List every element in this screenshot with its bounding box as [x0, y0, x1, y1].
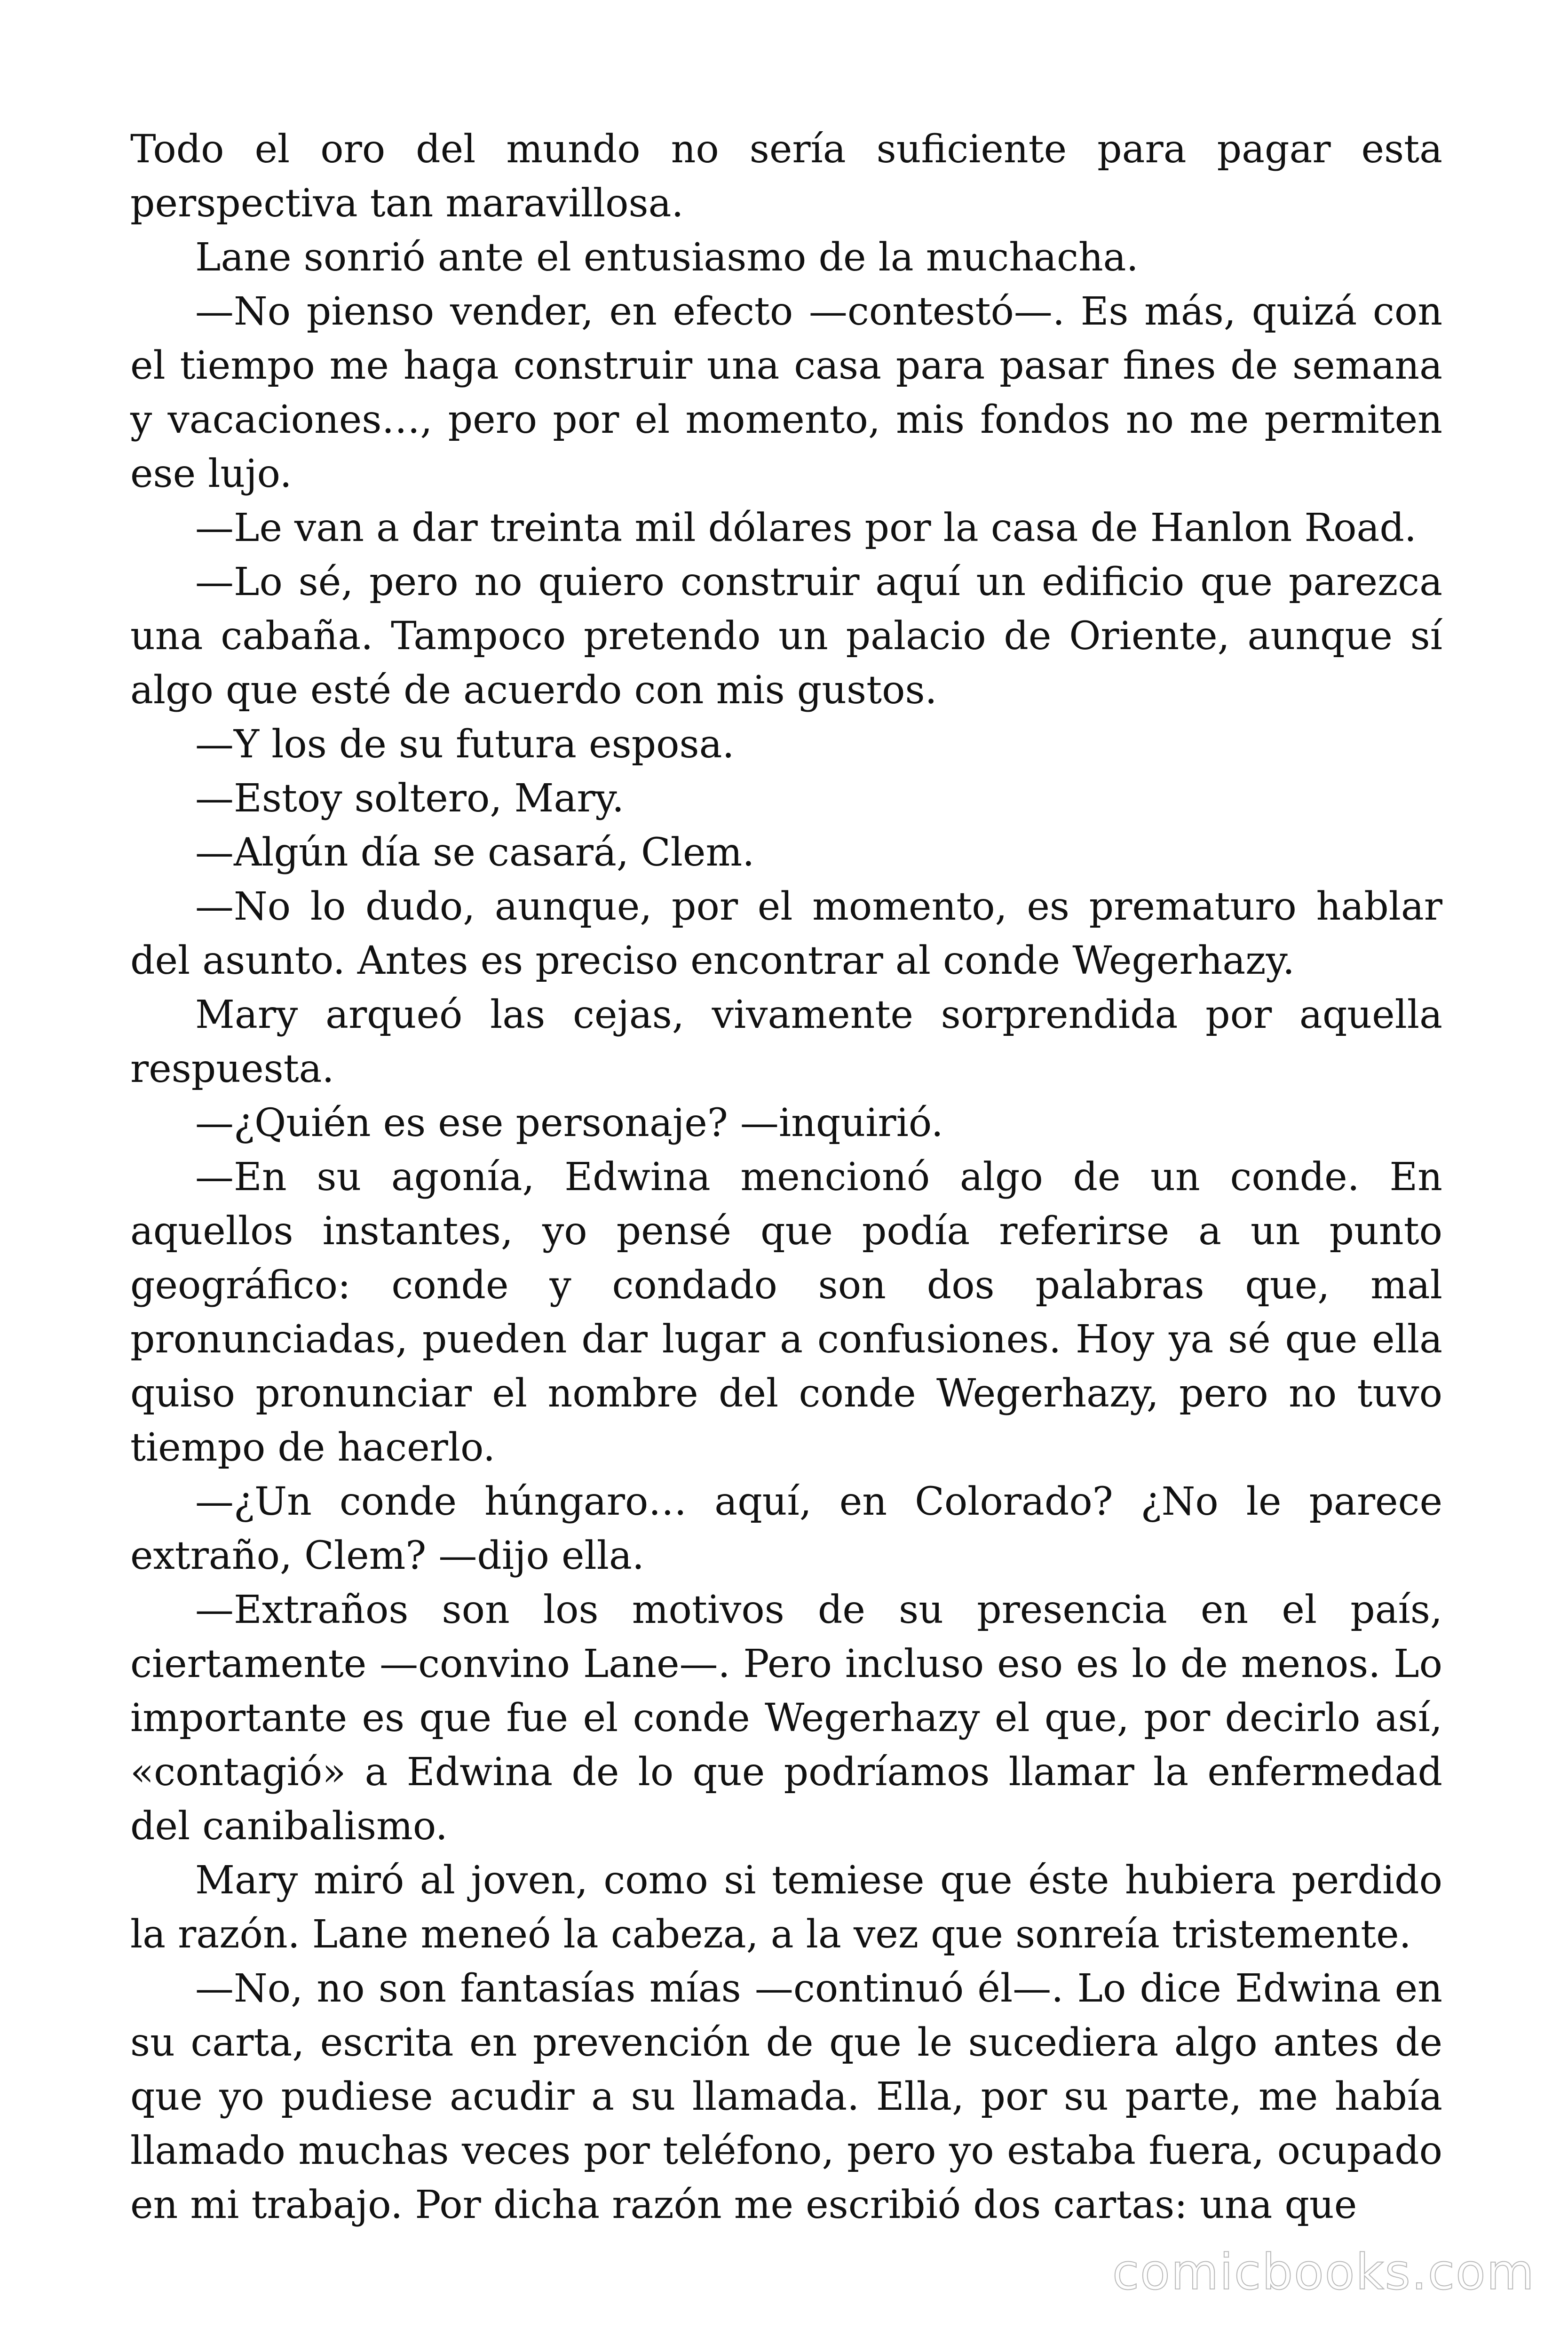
paragraph: —¿Un conde húngaro… aquí, en Colorado? ¿No le parece extraño, Clem? —dijo ella.: [130, 1479, 1442, 1578]
paragraph: —Y los de su futura esposa.: [195, 722, 735, 767]
paragraph: Mary miró al joven, como si temiese que éste hubiera perdido la razón. Lane meneó la cabeza, a la vez que sonreía tristemente.: [130, 1858, 1442, 1957]
paragraph: Mary arqueó las cejas, vivamente sorprendida por aquella respuesta.: [130, 993, 1442, 1091]
body-text: [130, 122, 1442, 2232]
paragraph: —¿Quién es ese personaje? —inquirió.: [195, 1101, 943, 1145]
paragraph: —Algún día se casará, Clem.: [195, 830, 755, 875]
paragraph: Lane sonrió ante el entusiasmo de la muchacha.: [195, 235, 1139, 280]
paragraph: —No lo dudo, aunque, por el momento, es prematuro hablar del asunto. Antes es preciso encontrar al conde Wegerhazy.: [130, 884, 1442, 983]
paragraph: —Extraños son los motivos de su presencia en el país, ciertamente —convino Lane—. Pero incluso eso es lo de menos. Lo importante es que fue el conde Wegerhazy el que, por decirlo así, «contagió» a Edwina de lo que podríamos llamar la enfermedad del canibalismo.: [130, 1588, 1442, 1849]
watermark: comicbooks.com: [1112, 2243, 1535, 2301]
paragraph: —No pienso vender, en efecto —contestó—. Es más, quizá con el tiempo me haga construir una casa para pasar fines de semana y vacaciones…, pero por el momento, mis fondos no me permiten ese lujo.: [130, 289, 1442, 496]
paragraph: —No, no son fantasías mías —continuó él—. Lo dice Edwina en su carta, escrita en prevención de que le sucediera algo antes de que yo pudiese acudir a su llamada. Ella, por su parte, me había llamado muchas veces por teléfono, pero yo estaba fuera, ocupado en mi trabajo. Por dicha razón me escribió dos cartas: una que: [130, 1966, 1442, 2227]
paragraph: —Estoy soltero, Mary.: [195, 776, 625, 821]
paragraph: —En su agonía, Edwina mencionó algo de un conde. En aquellos instantes, yo pensé que podía referirse a un punto geográfico: conde y condado son dos palabras que, mal pronunciadas, pueden dar lugar a confusiones. Hoy ya sé que ella quiso pronunciar el nombre del conde Wegerhazy, pero no tuvo tiempo de hacerlo.: [130, 1155, 1442, 1470]
paragraph: —Lo sé, pero no quiero construir aquí un edificio que parezca una cabaña. Tampoco pretendo un palacio de Oriente, aunque sí algo que esté de acuerdo con mis gustos.: [130, 560, 1442, 713]
paragraph: —Le van a dar treinta mil dólares por la casa de Hanlon Road.: [195, 506, 1417, 550]
paragraph: Todo el oro del mundo no sería suficiente para pagar esta perspectiva tan maravillosa.: [130, 127, 1442, 226]
